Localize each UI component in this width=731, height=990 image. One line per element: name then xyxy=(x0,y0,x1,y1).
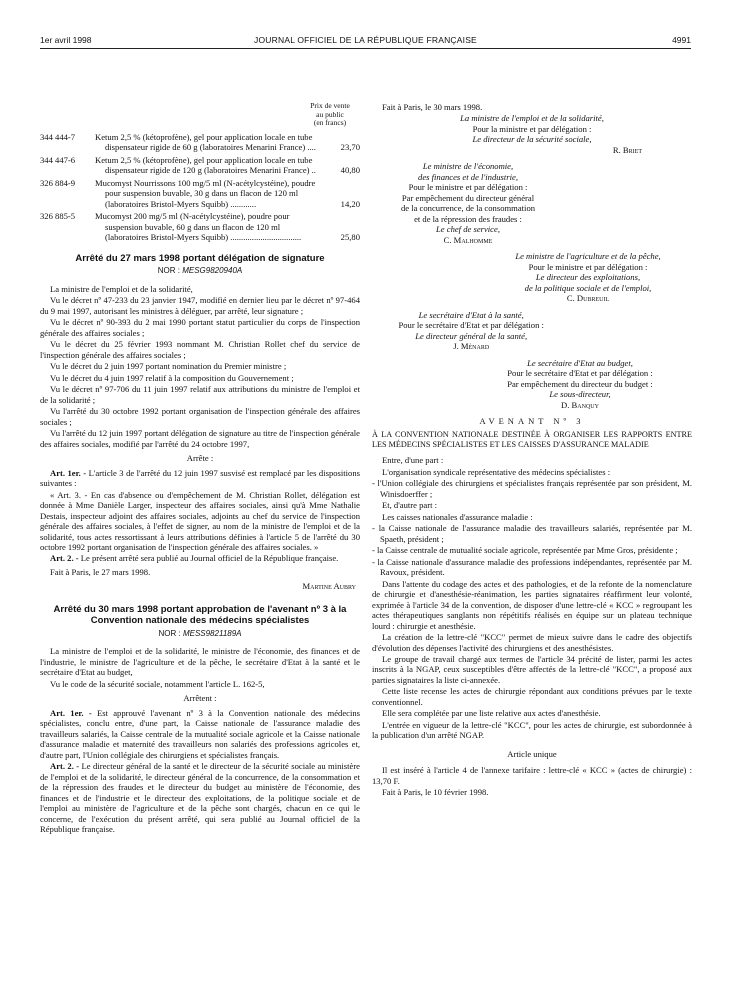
avenant-paragraph: Le groupe de travail chargé aux termes de l'article 34 précité de lister, parmi les actes inscrits à la NGAP, ceux susceptibles d'être affectés de la lettre-clé "KCC", a proposé aux parties signataires la liste ci-annexée. xyxy=(372,654,692,685)
nor-label: NOR : xyxy=(157,266,183,276)
nor-code: MESS9821189A xyxy=(182,628,242,638)
medicament-price: 40,80 xyxy=(340,165,360,176)
signature-line: Pour le ministre et par délégation : xyxy=(408,182,528,193)
arrete-1-paragraph: Vu le décret nº 97-706 du 11 juin 1997 relatif aux attributions du ministre de l'emploi et de la solidarité ; xyxy=(40,384,360,405)
medicament-price: 23,70 xyxy=(340,142,360,153)
signature-block xyxy=(468,358,692,410)
signature-line: Pour le ministre et par délégation : xyxy=(528,261,648,272)
arrete-1-article-3-quote: « Art. 3. - En cas d'absence ou d'empêchement de M. Christian Rollet, délégation est donnée à Mme Danièle Larger, inspecteur des affaires sociales, ainsi qu'à Mme Nathalie Destais, inspecteur adjoint des affaires sociales, adjoints au chef du service de l'inspection générale des affaires sociales, à l'effet de signer, au nom de la ministre de l'emploi et de la solidarité, tous actes ressortissant à leurs attributions définies à l'article 5 de l'arrêté du 30 octobre 1992 portant organisation de l'inspection générale des affaires sociales. » xyxy=(40,489,360,552)
medicament-row xyxy=(40,178,360,209)
convention-title: À LA CONVENTION NATIONALE DESTINÉE À ORGANISER LES RAPPORTS ENTRE LES MÉDECINS SPÉCIALISTES ET LES CAISSES D'ASSURANCE MALADIE xyxy=(372,430,692,449)
medicament-row xyxy=(40,155,360,176)
avenant-paragraph: Elle sera complétée par une liste relative aux actes d'anesthésie. xyxy=(382,708,601,719)
org-list xyxy=(372,478,692,499)
avenant-paragraph: Dans l'attente du codage des actes et des pathologies, et de la refonte de la nomenclature de chirurgie et d'anesthésie-réanimation, les parties signataires réaffirment leur volonté, exprimée à l'article 34 de la convention, de disposer d'une lettre-clé « KCC » regroupant les actes thérapeutiques sanglants non répétitifs réalisés en équipe sur un plateau technique lourd : chirurgie et anesthésie. xyxy=(372,578,692,631)
arrete-1-paragraph: Vu l'arrêté du 12 juin 1997 portant délégation de signature au titre de l'inspection générale des affaires sociales, modifié par l'arrêté du 24 octobre 1997, xyxy=(40,428,360,449)
signature-line: Le sous-directeur, xyxy=(549,389,611,400)
arrete-1-paragraph: La ministre de l'emploi et de la solidarité, xyxy=(50,283,193,294)
arrete-1-paragraph: Vu le décret nº 90-393 du 2 mai 1990 portant statut particulier du corps de l'inspection générale des affaires sociales ; xyxy=(40,317,360,338)
signature-name: C. Dubreuil xyxy=(566,293,610,304)
article-label: Art. 2. - xyxy=(50,761,80,772)
avenant-org: L'organisation syndicale représentative des médecins spécialistes : xyxy=(382,466,611,477)
signature-block xyxy=(372,161,564,245)
arrete-1-article-2 xyxy=(40,553,360,563)
article-unique-heading: Article unique xyxy=(507,748,557,759)
header-journal-title: JOURNAL OFFICIEL DE LA RÉPUBLIQUE FRANÇAISE xyxy=(254,35,477,45)
signature-line: Par empêchement du directeur général xyxy=(401,192,535,203)
signature-line: et de la répression des fraudes : xyxy=(414,213,522,224)
signature-line: des finances et de l'industrie, xyxy=(418,171,518,182)
list-item: - la Caisse centrale de mutualité sociale agricole, représentée par Mme Gros, présidente ; xyxy=(372,545,692,555)
signature-block xyxy=(484,251,692,303)
signature-line: La ministre de l'emploi et de la solidarité, xyxy=(460,113,604,124)
avenant-paragraph: L'entrée en vigueur de la lettre-clé "KCC", pour les actes de chirurgie, est subordonnée à la publication d'un arrêté NGAP. xyxy=(372,719,692,741)
price-head-line: Prix de vente xyxy=(310,101,350,110)
signature-name: J. Ménard xyxy=(453,341,490,352)
medicament-code: 344 447-6 xyxy=(40,154,76,165)
arrete-1-nor xyxy=(40,266,360,276)
arrete-2-article-2 xyxy=(40,761,360,834)
medicament-price: 25,80 xyxy=(340,232,360,243)
signature-name: C. Malhomme xyxy=(443,234,493,245)
arrete-2-article-1 xyxy=(40,708,360,760)
avenant-paragraph: La création de la lettre-clé "KCC" permet de mieux suivre dans le cadre des objectifs d'évolution des dépenses l'activité des chirurgiens et des anesthésistes. xyxy=(372,632,692,653)
right-column xyxy=(372,102,692,799)
signature-block xyxy=(372,310,570,352)
signature-line: Le directeur des exploitations, xyxy=(535,272,641,283)
left-column xyxy=(40,102,360,836)
avenant-paragraph: Il est inséré à l'article 4 de l'annexe tarifaire : lettre-clé « KCC » (actes de chirurgie) : 13,70 F. xyxy=(372,765,692,786)
signature-line: Par empêchement du directeur du budget : xyxy=(507,378,653,389)
arrete-2-fait: Fait à Paris, le 30 mars 1998. xyxy=(382,102,483,112)
signature-line: de la concurrence, de la consommation xyxy=(400,203,536,214)
arrete-1-paragraph: Vu le décret du 4 juin 1997 relatif à la composition du Gouvernement ; xyxy=(50,372,294,383)
signature-name: D. Banquy xyxy=(561,399,599,410)
price-head-line: au public xyxy=(316,109,344,119)
article-label: Art. 1er. - xyxy=(50,467,87,478)
arrete-1-paragraph: Vu l'arrêté du 30 octobre 1992 portant organisation de l'inspection générale des affaires sociales ; xyxy=(40,406,360,427)
page-header xyxy=(40,35,691,49)
header-date: 1er avril 1998 xyxy=(40,35,92,45)
signature-line: Pour le secrétaire d'Etat et par délégation : xyxy=(507,368,653,379)
signature-line: Le directeur général de la santé, xyxy=(415,330,528,341)
signature-block xyxy=(372,113,692,155)
signature-line: de la politique sociale et de l'emploi, xyxy=(524,282,652,293)
medicament-code: 326 884-9 xyxy=(40,177,76,188)
caisses-list xyxy=(372,523,692,577)
nor-label: NOR : xyxy=(158,628,183,638)
signature-line: Le ministre de l'économie, xyxy=(422,161,514,172)
medicament-description: Mucomyst 200 mg/5 ml (N-acétylcystéine), poudre pour suspension buvable, 60 g dans un flacon de 120 ml (laboratoires Bristol-Myers Squibb) ................................. xyxy=(95,211,302,243)
arrete-2-nor xyxy=(40,629,360,639)
medicament-code: 344 444-7 xyxy=(40,131,76,142)
medicament-description: Ketum 2,5 % (kétoprofène), gel pour application locale en tube dispensateur rigide de 120 g (laboratoires Menarini France) .. xyxy=(95,154,316,176)
nor-code: MESG9820940A xyxy=(182,266,243,276)
medicament-description: Ketum 2,5 % (kétoprofène), gel pour application locale en tube dispensateur rigide de 60 g (laboratoires Menarini France) .... xyxy=(95,131,316,153)
signature-line: Le ministre de l'agriculture et de la pêche, xyxy=(515,251,661,262)
list-item: - la Caisse nationale d'assurance maladie des professions indépendantes, représentée par M. Ravoux, président. xyxy=(372,557,692,578)
signature-name: R. Briet xyxy=(612,144,642,155)
arrete-2-vu: Vu le code de la sécurité sociale, notamment l'article L. 162-5, xyxy=(50,678,265,689)
avenant-fait: Fait à Paris, le 10 février 1998. xyxy=(382,787,489,798)
avenant-paragraph: Cette liste recense les actes de chirurgie répondant aux conditions prévues par le texte conventionnel. xyxy=(372,686,692,707)
arrete-1-fait: Fait à Paris, le 27 mars 1998. xyxy=(50,566,151,577)
article-label: Art. 1er. - xyxy=(50,707,92,718)
avenant-title: AVENANT Nº 3 xyxy=(479,416,585,427)
article-text: Est approuvé l'avenant nº 3 à la Convention nationale des médecins spécialistes, conclu entre, d'une part, la Caisse nationale de l'assurance maladie des travailleurs salariés, la Caisse centrale de la mutualité sociale agricole et la Caisse nationale d'assurance maladie et maternité des travailleurs non salariés des professions agricoles et, d'autre part, l'Union collégiale des chirurgiens et spécialistes français. xyxy=(40,707,360,760)
article-text: Le directeur général de la santé et le directeur de la sécurité sociale au ministère de l'emploi et de la solidarité, le directeur général de la concurrence, de la consommation et de la répression des fraudes et le directeur du budget au ministère de l'économie, des finances et de l'industrie et le directeur des exploitations, de la politique sociale et de l'emploi au ministère de l'agriculture et de la pêche sont chargés, chacun en ce qui le concerne, de l'exécution du présent arrêté, qui sera publié au Journal officiel de la République française. xyxy=(40,761,360,835)
medicament-description: Mucomyst Nourrissons 100 mg/5 ml (N-acétylcystéine), poudre pour suspension buvable, 30 g dans un flacon de 120 ml (laboratoires Bristol-Myers Squibb) ............ xyxy=(95,177,316,209)
list-item: - l'Union collégiale des chirurgiens et spécialistes français représentée par son président, M. Winisdoerffer ; xyxy=(372,478,692,499)
avenant-caisses: Les caisses nationales d'assurance maladie : xyxy=(382,511,533,522)
signature-line: Le chef de service, xyxy=(436,224,500,235)
arrete-1-article-1 xyxy=(40,468,360,489)
medicament-price: 14,20 xyxy=(340,198,360,209)
price-head-line: (en francs) xyxy=(313,118,347,128)
article-label: Art. 2. - xyxy=(50,553,79,564)
medicament-code: 326 885-5 xyxy=(40,211,76,222)
signature-line: Le secrétaire d'Etat au budget, xyxy=(527,357,633,368)
arrete-2-arretent: Arrêtent : xyxy=(183,693,217,704)
arrete-1-arrete: Arrête : xyxy=(186,453,214,464)
article-text: Le présent arrêté sera publié au Journal officiel de la République française. xyxy=(78,553,339,564)
arrete-1-signature: Martine Aubry xyxy=(302,581,356,592)
arrete-2-title: Arrêté du 30 mars 1998 portant approbation de l'avenant nº 3 à la Convention nationale des médecins spécialistes xyxy=(53,603,347,627)
signature-line: Le secrétaire d'Etat à la santé, xyxy=(418,309,524,320)
avenant-entre: Entre, d'une part : xyxy=(382,455,444,466)
arrete-2-intro: La ministre de l'emploi et de la solidarité, le ministre de l'économie, des finances et de l'industrie, le ministre de l'agriculture et de la pêche, le secrétaire d'Etat à la santé et le secrétaire d'Etat au budget, xyxy=(40,646,360,678)
medicament-row xyxy=(40,211,360,242)
list-item: - la Caisse nationale de l'assurance maladie des travailleurs salariés, représentée par M. Spaeth, président ; xyxy=(372,523,692,544)
header-page-number: 4991 xyxy=(672,35,691,45)
signature-line: Pour la ministre et par délégation : xyxy=(472,123,592,134)
arrete-1-paragraph: Vu le décret du 25 février 1993 nommant M. Christian Rollet chef du service de l'inspection générale des affaires sociales ; xyxy=(40,339,360,360)
signature-line: Pour le secrétaire d'Etat et par délégation : xyxy=(398,320,544,331)
price-column-header xyxy=(40,102,360,128)
arrete-1-paragraph: Vu le décret du 2 juin 1997 portant nomination du Premier ministre ; xyxy=(50,361,287,372)
article-text: L'article 3 de l'arrêté du 12 juin 1997 susvisé est remplacé par les dispositions suivantes : xyxy=(40,467,360,489)
arrete-1-paragraph: Vu le décret nº 47-233 du 23 janvier 1947, modifié en dernier lieu par le décret nº 97-464 du 9 mai 1997, autorisant les ministres à déléguer, par arrêté, leur signature ; xyxy=(40,295,360,316)
medicament-row xyxy=(40,132,360,153)
signature-line: Le directeur de la sécurité sociale, xyxy=(472,134,592,145)
arrete-1-title: Arrêté du 27 mars 1998 portant délégation de signature xyxy=(75,252,325,264)
avenant-et: Et, d'autre part : xyxy=(382,500,437,511)
